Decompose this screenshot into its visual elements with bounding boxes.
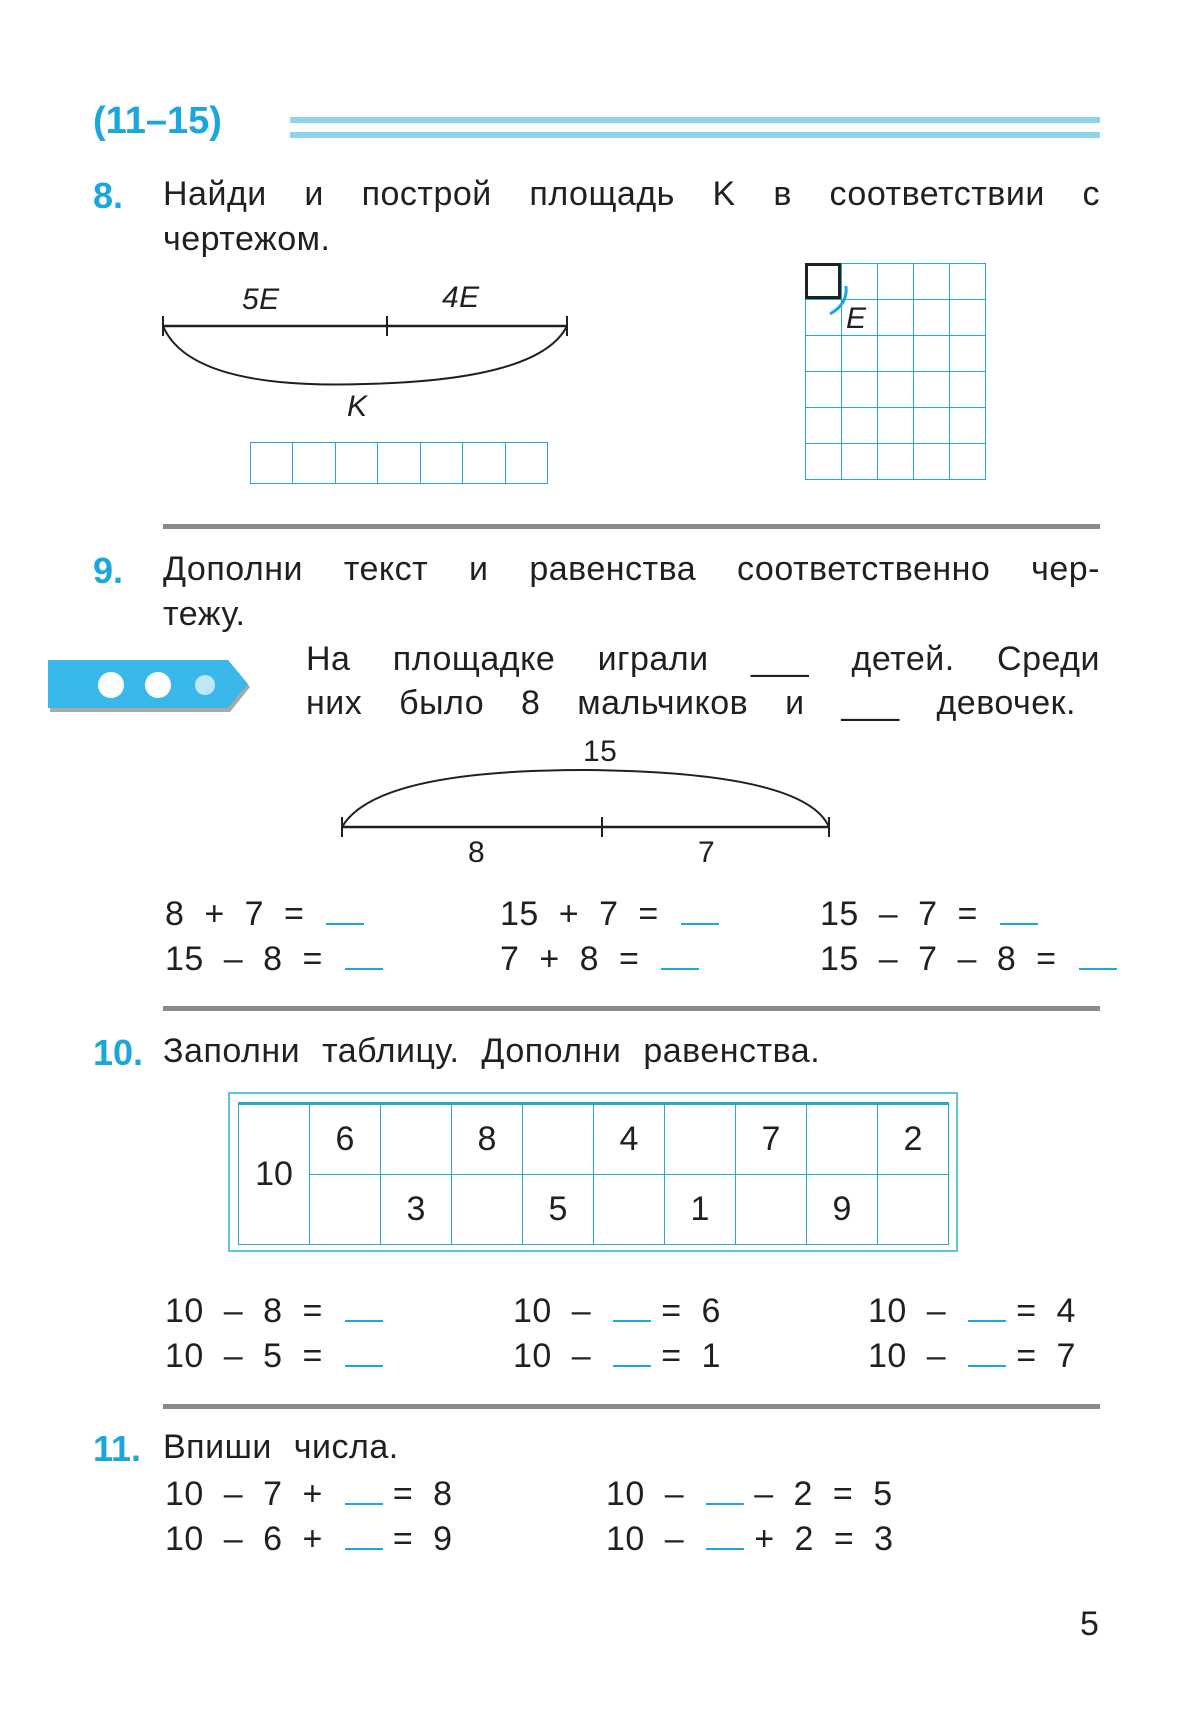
grid-cell[interactable] xyxy=(805,443,842,480)
grid-cell[interactable] xyxy=(877,335,914,372)
label-e: E xyxy=(846,302,867,335)
grid-cell[interactable] xyxy=(949,443,986,480)
label-5e: 5E xyxy=(242,283,280,316)
answer-blank[interactable] xyxy=(345,1473,383,1505)
answer-blank[interactable] xyxy=(613,1335,651,1367)
equation-text: 10 – xyxy=(868,1337,947,1375)
answer-blank[interactable] xyxy=(1000,893,1038,925)
equation-text: = 4 xyxy=(1016,1292,1076,1330)
grid-cell[interactable] xyxy=(949,263,986,300)
answer-cell[interactable] xyxy=(292,442,335,484)
answer-blank[interactable] xyxy=(681,893,719,925)
grid-cell[interactable] xyxy=(949,335,986,372)
equation-text: 7 + 8 = xyxy=(500,940,640,978)
equation-text: 15 – 7 – 8 = xyxy=(820,940,1057,978)
answer-cell[interactable] xyxy=(250,442,293,484)
divider xyxy=(163,1404,1100,1409)
equation xyxy=(165,1335,393,1376)
table-cell-empty[interactable] xyxy=(381,1104,452,1175)
equation-text: 10 – xyxy=(606,1475,685,1513)
table-cell-empty[interactable] xyxy=(523,1104,594,1175)
grid-cell[interactable] xyxy=(949,371,986,408)
divider xyxy=(163,1006,1100,1011)
grid-cell[interactable] xyxy=(841,335,878,372)
header-line xyxy=(290,132,1100,138)
equation-text: 10 – xyxy=(513,1337,592,1375)
answer-blank[interactable] xyxy=(968,1290,1006,1322)
table-cell: 8 xyxy=(452,1104,523,1175)
equation-text: = 1 xyxy=(661,1337,721,1375)
equation-text: 15 – 7 = xyxy=(820,895,978,933)
answer-cell[interactable] xyxy=(377,442,420,484)
table-cell: 7 xyxy=(736,1104,807,1175)
answer-blank[interactable] xyxy=(706,1473,744,1505)
table-cell: 1 xyxy=(665,1175,736,1245)
section-range-heading: (11–15) xyxy=(93,100,222,142)
answer-blank[interactable] xyxy=(345,1518,383,1550)
equation xyxy=(165,893,374,934)
grid-cell[interactable] xyxy=(841,407,878,444)
answer-blank[interactable] xyxy=(706,1518,744,1550)
equation-text: 10 – 8 = xyxy=(165,1292,323,1330)
difficulty-badge-icon xyxy=(48,660,253,715)
grid-cell[interactable] xyxy=(949,407,986,444)
equation-text: = 7 xyxy=(1016,1337,1076,1375)
equation xyxy=(500,938,709,979)
table-cell-empty[interactable] xyxy=(594,1175,665,1245)
grid-cell[interactable] xyxy=(877,443,914,480)
task-number-8: 8. xyxy=(93,175,124,216)
equation-text: 15 – 8 = xyxy=(165,940,323,978)
answer-blank[interactable] xyxy=(326,893,364,925)
equation xyxy=(868,1290,1088,1331)
equation-text: 10 – xyxy=(606,1520,685,1558)
grid-cell[interactable] xyxy=(949,299,986,336)
table-cell-empty[interactable] xyxy=(665,1104,736,1175)
fill-table[interactable] xyxy=(238,1102,949,1245)
label-4e: 4E xyxy=(442,281,480,314)
answer-blank[interactable] xyxy=(345,1290,383,1322)
answer-cell[interactable] xyxy=(505,442,548,484)
answer-cell[interactable] xyxy=(420,442,463,484)
equation-text: 10 – xyxy=(513,1292,592,1330)
equation xyxy=(165,1518,465,1559)
story-text: На площадке играли ___ детей. Среди xyxy=(306,640,1100,678)
grid-cell[interactable] xyxy=(877,299,914,336)
equation xyxy=(513,1290,733,1331)
equation-text: 15 + 7 = xyxy=(500,895,659,933)
grid-cell[interactable] xyxy=(913,335,950,372)
grid-cell[interactable] xyxy=(913,263,950,300)
task-number-11: 11. xyxy=(93,1428,142,1469)
label-k: K xyxy=(347,390,368,423)
table-corner-cell: 10 xyxy=(239,1104,310,1245)
equation xyxy=(165,938,393,979)
label-part-7: 7 xyxy=(698,836,716,869)
equation xyxy=(868,1335,1088,1376)
table-cell-empty[interactable] xyxy=(452,1175,523,1245)
grid-cell[interactable] xyxy=(805,371,842,408)
table-cell: 4 xyxy=(594,1104,665,1175)
equation-text: 10 – xyxy=(868,1292,947,1330)
task9-text: Дополни текст и равенства соответственно чер- xyxy=(163,550,1100,588)
table-cell-empty[interactable] xyxy=(878,1175,949,1245)
grid-cell[interactable] xyxy=(805,407,842,444)
equation-text: = 8 xyxy=(392,1475,453,1513)
equation xyxy=(820,938,1127,979)
page-number: 5 xyxy=(1080,1605,1100,1643)
table-cell: 6 xyxy=(310,1104,381,1175)
task-number-9: 9. xyxy=(93,550,124,591)
grid-cell[interactable] xyxy=(913,371,950,408)
equation xyxy=(500,893,729,934)
table-cell-empty[interactable] xyxy=(310,1175,381,1245)
equation-text: = 6 xyxy=(661,1292,721,1330)
equation xyxy=(820,893,1048,934)
grid-cell[interactable] xyxy=(913,443,950,480)
task11-text: Впиши числа. xyxy=(163,1428,399,1466)
answer-blank[interactable] xyxy=(968,1335,1006,1367)
grid-cell[interactable] xyxy=(877,263,914,300)
equation-text: 10 – 5 = xyxy=(165,1337,323,1375)
table-cell: 3 xyxy=(381,1175,452,1245)
equation-text: – 2 = 5 xyxy=(754,1475,893,1513)
grid-cell[interactable] xyxy=(841,371,878,408)
grid-cell[interactable] xyxy=(877,407,914,444)
answer-blank[interactable] xyxy=(1079,938,1117,970)
answer-cell[interactable] xyxy=(335,442,378,484)
segment-diagram-15 xyxy=(335,760,835,840)
task9-text-cont: тежу. xyxy=(163,595,246,633)
grid-cell[interactable] xyxy=(913,299,950,336)
answer-blank[interactable] xyxy=(613,1290,651,1322)
equation xyxy=(606,1518,906,1559)
table-cell: 9 xyxy=(807,1175,878,1245)
header-line xyxy=(290,117,1100,123)
equation xyxy=(165,1473,465,1514)
task8-text-cont: чертежом. xyxy=(163,220,331,258)
equation xyxy=(606,1473,905,1514)
equation xyxy=(513,1335,733,1376)
equation-text: 10 – 6 + xyxy=(165,1520,323,1558)
answer-cell[interactable] xyxy=(462,442,505,484)
grid-cell[interactable] xyxy=(913,407,950,444)
answer-cells[interactable] xyxy=(250,442,547,484)
answer-blank[interactable] xyxy=(661,938,699,970)
answer-blank[interactable] xyxy=(345,1335,383,1367)
story-text-cont: них было 8 мальчиков и ___ девочек. xyxy=(306,684,1076,722)
table-cell: 5 xyxy=(523,1175,594,1245)
answer-blank[interactable] xyxy=(345,938,383,970)
equation-text: + 2 = 3 xyxy=(754,1520,894,1558)
label-part-8: 8 xyxy=(468,836,486,869)
grid-cell[interactable] xyxy=(805,335,842,372)
table-cell-empty[interactable] xyxy=(807,1104,878,1175)
task-number-10: 10. xyxy=(93,1032,144,1073)
task8-text: Найди и построй площадь K в соответствии с xyxy=(163,175,1100,213)
label-total-15: 15 xyxy=(583,735,618,768)
table-cell-empty[interactable] xyxy=(736,1175,807,1245)
equation xyxy=(165,1290,393,1331)
segment-diagram-k xyxy=(150,270,590,400)
equation-text: 8 + 7 = xyxy=(165,895,305,933)
task10-text: Заполни таблицу. Дополни равенства. xyxy=(163,1032,821,1070)
grid-cell[interactable] xyxy=(877,371,914,408)
equation-text: 10 – 7 + xyxy=(165,1475,323,1513)
equation-text: = 9 xyxy=(392,1520,453,1558)
divider xyxy=(163,524,1100,529)
grid-cell[interactable] xyxy=(841,443,878,480)
table-cell: 2 xyxy=(878,1104,949,1175)
